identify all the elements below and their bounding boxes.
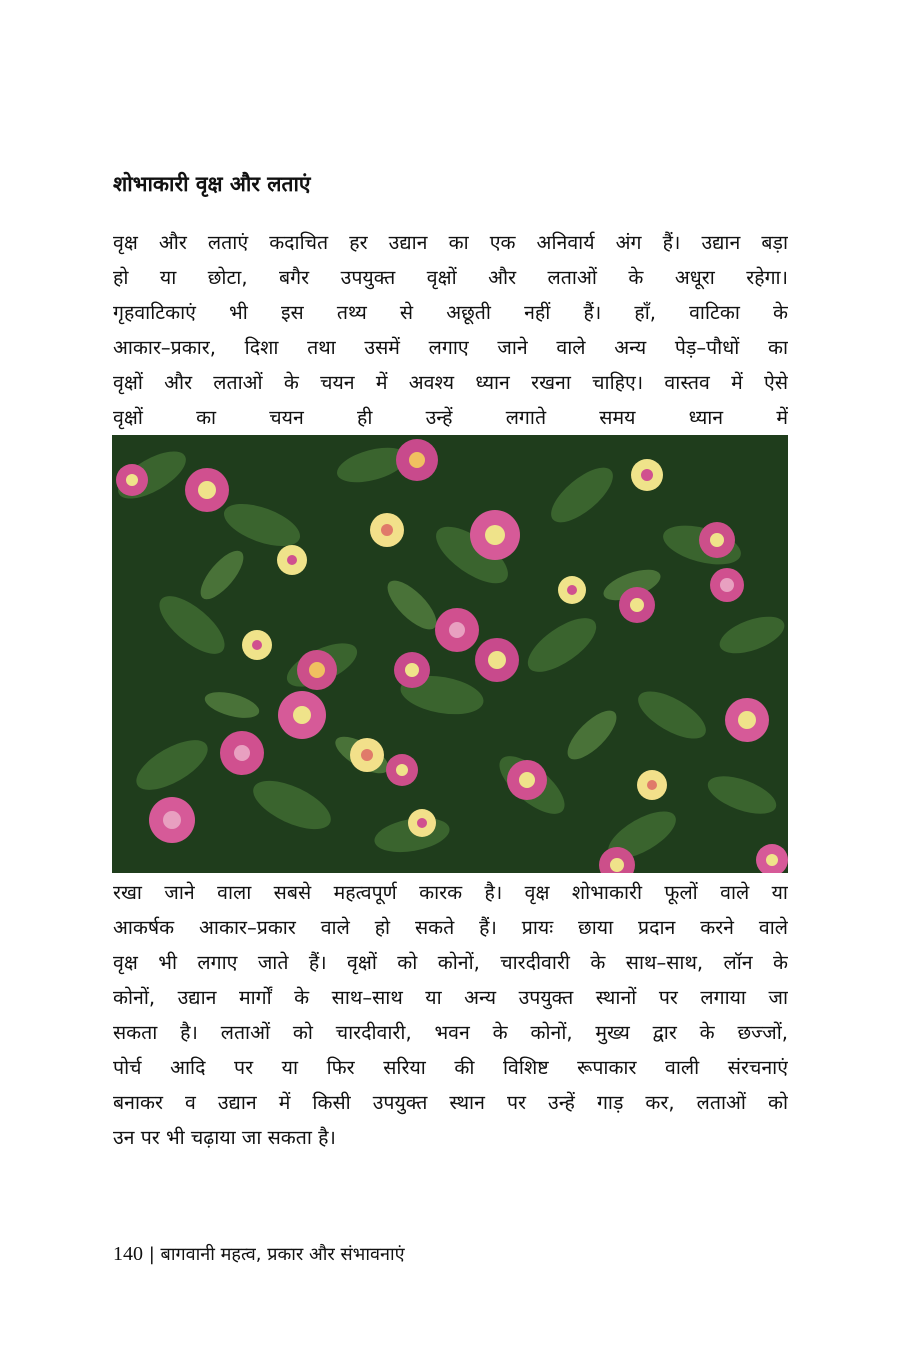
- body-line: आकर्षक आकार–प्रकार वाले हो सकते हैं। प्रायः छाया प्रदान करने वाले: [113, 916, 788, 939]
- body-line: पोर्च आदि पर या फिर सरिया की विशिष्ट रूपाकार वाली संरचनाएं: [113, 1056, 788, 1079]
- body-line: गृहवाटिकाएं भी इस तथ्य से अछूती नहीं हैं। हाँ, वाटिका के: [113, 301, 788, 324]
- body-line: वृक्ष भी लगाए जाते हैं। वृक्षों को कोनों, चारदीवारी के साथ–साथ, लॉन के: [113, 951, 788, 974]
- section-heading: शोभाकारी वृक्ष और लताएं: [113, 172, 311, 196]
- body-line: रखा जाने वाला सबसे महत्वपूर्ण कारक है। वृक्ष शोभाकारी फूलों वाले या: [113, 881, 788, 904]
- body-line: वृक्षों और लताओं के चयन में अवश्य ध्यान रखना चाहिए। वास्तव में ऐसे: [113, 371, 788, 394]
- body-line: उन पर भी चढ़ाया जा सकता है।: [113, 1126, 336, 1149]
- book-title: बागवानी महत्व, प्रकार और संभावनाएं: [160, 1244, 405, 1265]
- body-line: आकार–प्रकार, दिशा तथा उसमें लगाए जाने वाले अन्य पेड़–पौधों का: [113, 336, 788, 359]
- footer-separator: |: [148, 1244, 155, 1265]
- page-number: 140: [113, 1243, 143, 1265]
- body-line: बनाकर व उद्यान में किसी उपयुक्त स्थान पर उन्हें गाड़ कर, लताओं को: [113, 1091, 788, 1114]
- body-line: सकता है। लताओं को चारदीवारी, भवन के कोनों, मुख्य द्वार के छज्जों,: [113, 1021, 788, 1044]
- body-line: कोनों, उद्यान मार्गों के साथ–साथ या अन्य उपयुक्त स्थानों पर लगाया जा: [113, 986, 788, 1009]
- body-line: वृक्ष और लताएं कदाचित हर उद्यान का एक अनिवार्य अंग हैं। उद्यान बड़ा: [113, 231, 788, 254]
- lantana-flower-photo: [112, 435, 788, 873]
- body-line: हो या छोटा, बगैर उपयुक्त वृक्षों और लताओं के अधूरा रहेगा।: [113, 266, 788, 289]
- page-footer: [113, 1242, 405, 1266]
- body-line: वृक्षों का चयन ही उन्हें लगाते समय ध्यान में: [113, 406, 788, 429]
